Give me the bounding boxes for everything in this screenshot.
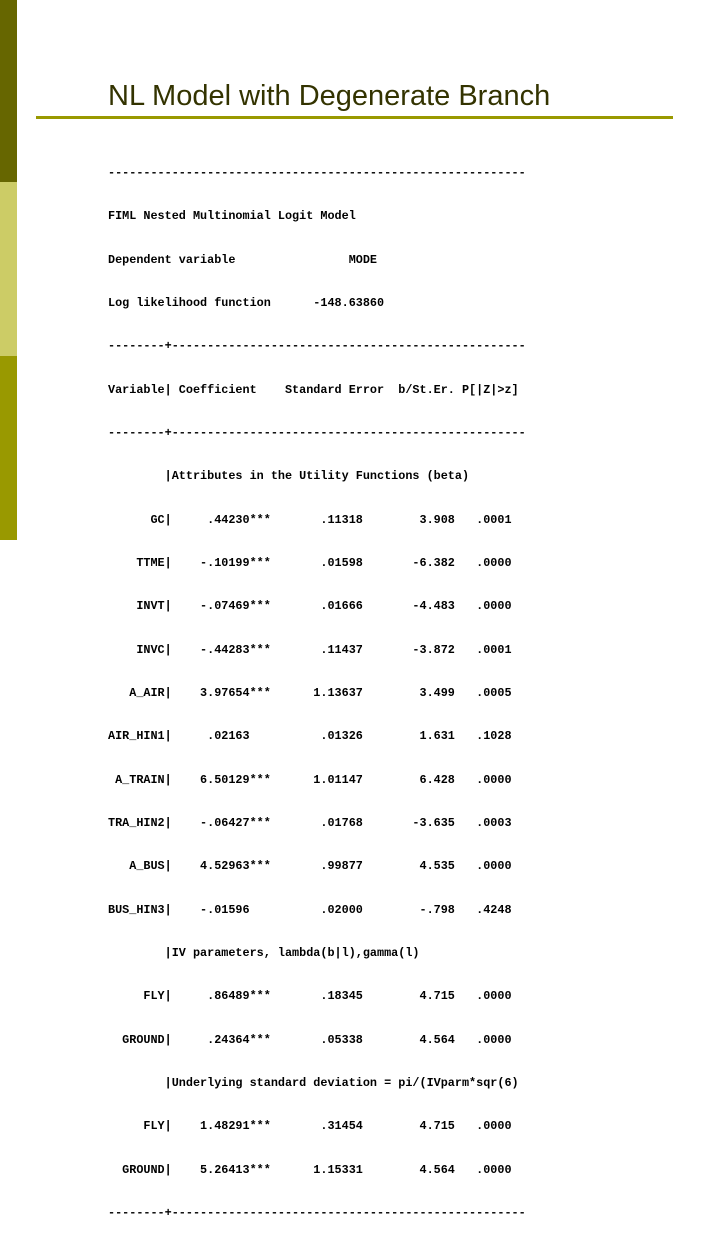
output-line: |Attributes in the Utility Functions (beta) <box>108 469 470 484</box>
output-line: TTME| -.10199*** .01598 -6.382 .0000 <box>108 556 512 570</box>
sidebar-segment-middle <box>0 182 17 356</box>
output-line: BUS_HIN3| -.01596 .02000 -.798 .4248 <box>108 902 512 917</box>
output-line: A_TRAIN| 6.50129*** 1.01147 6.428 .0000 <box>108 772 512 787</box>
output-line: A_BUS| 4.52963*** .99877 4.535 .0000 <box>108 859 512 874</box>
output-line: --------+-------------------------------------------------- <box>108 1206 526 1221</box>
output-line: A_AIR| 3.97654*** 1.13637 3.499 .0005 <box>108 686 512 701</box>
output-line: FIML Nested Multinomial Logit Model <box>108 209 356 224</box>
output-line: --------+-------------------------------------------------- <box>108 339 526 354</box>
output-line: GC| .44230*** .11318 3.908 .0001 <box>108 512 512 527</box>
output-line: GROUND| 5.26413*** 1.15331 4.564 .0000 <box>108 1162 512 1177</box>
output-line: AIR_HIN1| .02163 .01326 1.631 .1028 <box>108 729 512 744</box>
output-line: INVC| -.44283*** .11437 -3.872 .0001 <box>108 642 512 657</box>
sidebar-segment-top <box>0 0 17 182</box>
output-line: FLY| .86489*** .18345 4.715 .0000 <box>108 989 512 1004</box>
output-line: GROUND| .24364*** .05338 4.564 .0000 <box>108 1032 512 1047</box>
model-output-block <box>108 137 526 1235</box>
output-line: Dependent variable MODE <box>108 252 378 267</box>
sidebar-segment-bottom <box>0 356 17 540</box>
output-line: |Underlying standard deviation = pi/(IVparm*sqr(6) <box>108 1076 519 1091</box>
title-underline <box>36 116 673 119</box>
output-line: Variable| Coefficient Standard Error b/St.Er. P[|Z|>z] <box>108 382 519 397</box>
slide-title: NL Model with Degenerate Branch <box>108 80 551 112</box>
slide-sidebar-bar <box>0 0 17 540</box>
output-line: Log likelihood function -148.63860 <box>108 295 385 310</box>
output-line: |IV parameters, lambda(b|l),gamma(l) <box>108 946 420 961</box>
output-line: TRA_HIN2| -.06427*** .01768 -3.635 .0003 <box>108 816 512 831</box>
output-line: ----------------------------------------------------------- <box>108 165 526 180</box>
output-line: --------+-------------------------------------------------- <box>108 425 526 440</box>
output-line: INVT| -.07469*** .01666 -4.483 .0000 <box>108 599 512 614</box>
output-line: FLY| 1.48291*** .31454 4.715 .0000 <box>108 1119 512 1134</box>
